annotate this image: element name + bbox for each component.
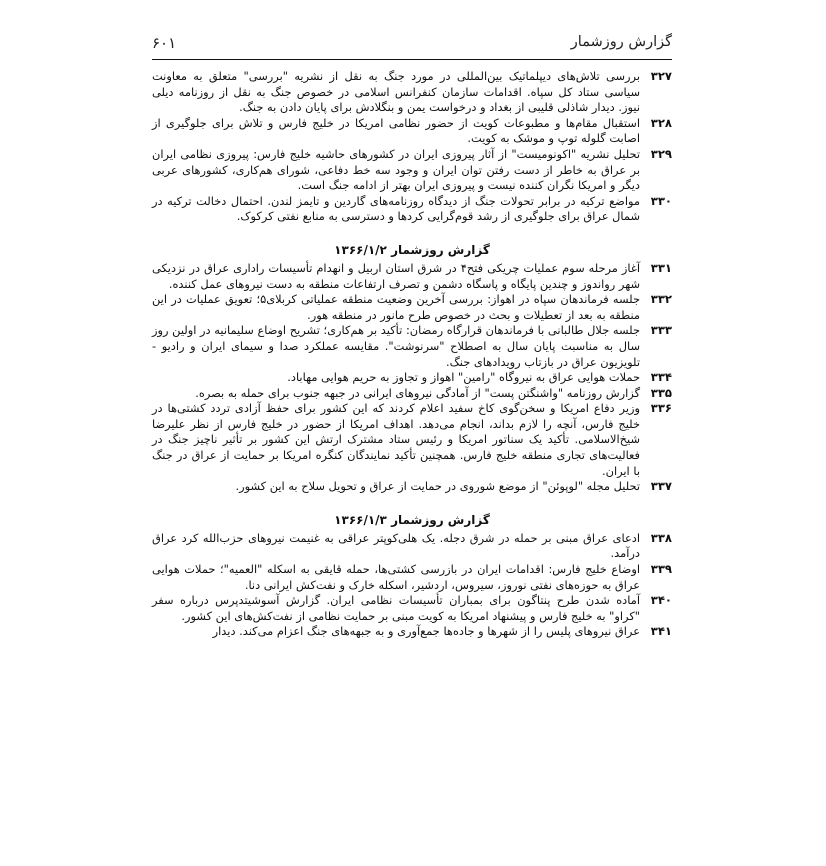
page-number: ۶۰۱ <box>152 34 177 52</box>
section-heading: گزارش روزشمار ۱۳۶۶/۱/۳ <box>334 512 490 527</box>
entry-number: ۳۳۵ <box>650 385 672 400</box>
entry-number: ۳۳۰ <box>650 193 672 208</box>
chronology-entry <box>152 531 672 562</box>
entry-number: ۳۲۸ <box>650 115 672 130</box>
chronology-entry <box>152 69 672 116</box>
chronology-entry <box>152 593 672 624</box>
entry-text: مواضع ترکیه در برابر تحولات جنگ از دیدگاه روزنامه‌های گاردین و تایمز لندن. احتمال دخالت ترکیه در شمال عراق برای جلوگیری از رشد قوم‌گرایی کردها و دسترسی به منابع نفتی کرکوک. <box>152 193 640 224</box>
entry-number: ۳۳۷ <box>650 479 672 494</box>
chronology-entry <box>152 147 672 194</box>
entry-number: ۳۳۶ <box>650 401 672 416</box>
chronology-content <box>152 69 672 640</box>
entry-number: ۳۳۱ <box>650 260 672 275</box>
entry-text: تحلیل مجله "لوپوئن" از موضع شوروی در حمایت از عراق و تحویل سلاح به این کشور. <box>235 479 640 494</box>
chronology-entry <box>152 323 672 370</box>
section-heading: گزارش روزشمار ۱۳۶۶/۱/۲ <box>334 242 490 257</box>
chronology-entry <box>152 261 672 292</box>
entry-number: ۳۳۸ <box>650 530 672 545</box>
entry-text: آغاز مرحله سوم عملیات چریکی فتح۴ در شرق استان اربیل و انهدام تأسیسات راداری عراق در نزدیکی شهر رواندوز و چندین پایگاه و پاسگاه دشمن و تصرف ارتفاعات منطقه به دست نیروهای عمل کننده. <box>152 260 640 291</box>
chronology-entry <box>152 194 672 225</box>
chronology-entry <box>152 562 672 593</box>
chronology-entry <box>152 370 672 386</box>
header-rule <box>152 59 672 60</box>
chronology-entry <box>152 386 672 402</box>
entry-number: ۳۴۰ <box>650 593 672 608</box>
entry-text: جلسه فرماندهان سپاه در اهواز: بررسی آخرین وضعیت منطقه عملیاتی کربلای۵؛ تعویق عملیات در این منطقه به بعد از تعطیلات و بحث در خصوص طرح مانور در منطقه هور. <box>152 292 640 322</box>
entry-text: عراق نیروهای پلیس را از شهرها و جاده‌ها جمع‌آوری و به جبهه‌های جنگ اعزام می‌کند. دیدار <box>212 624 640 639</box>
entry-text: حملات هوایی عراق به نیروگاه "رامین" اهواز و تجاوز به حریم هوایی مهاباد. <box>287 370 640 385</box>
chronology-entry <box>152 292 672 323</box>
chronology-entry <box>152 401 672 479</box>
entry-text: اوضاع خلیج فارس: اقدامات ایران در بازرسی کشتی‌ها، حمله قایقی به اسکله "العمیه"؛ حملات هوایی عراق به حوزه‌های نفتی نوروز، سیروس، اردشیر، اسکله خارک و نفت‌کش ایرانی دنا. <box>152 562 640 592</box>
entry-text: گزارش روزنامه "واشنگتن پست" از آمادگی نیروهای ایرانی در جبهه جنوب برای حمله به بصره. <box>195 385 640 400</box>
entry-text: تحلیل نشریه "اکونومیست" از آثار پیروزی ایران در کشورهای حاشیه خلیج فارس: پیروزی نظامی ایران بر عراق به خاطر از دست رفتن توان ایران و وجود سه خط دفاعی، شورای هم‌کاری، کشورهای عربی دیگر و امریکا نگران کننده نیست و پیروزی ایران بهتر از ادامه جنگ است. <box>152 146 640 193</box>
running-header <box>152 34 672 58</box>
entry-number: ۳۳۲ <box>650 292 672 307</box>
header-title: گزارش روزشمار <box>570 34 672 50</box>
entry-text: ادعای عراق مبنی بر حمله در شرق دجله. یک هلی‌کوپتر عراقی به غنیمت نیروهای حزب‌الله کرد عراق درآمد. <box>152 530 640 561</box>
entry-number: ۳۳۳ <box>650 323 672 338</box>
entry-text: وزیر دفاع امریکا و سخن‌گوی کاخ سفید اعلام کردند که این کشور برای حفظ آزادی تردد کشتی‌ها در خلیج فارس، آنچه را لازم بداند، انجام می‌دهد. اهداف امریکا از حضور در خلیج فارس از نظر علیرضا شیخ‌الاسلامی. تأکید یک سناتور امریکا و رئیس ستاد مشترک ارتش این کشور بر تأثیر ناچیز جنگ در فعالیت‌های تجاری منطقه خلیج فارس. همچنین تأکید نمایندگان کنگره امریکا بر حمایت از عراق در جنگ با ایران. <box>152 401 640 478</box>
entry-number: ۳۲۷ <box>650 69 672 83</box>
entry-number: ۳۲۹ <box>650 146 672 161</box>
entry-text: آماده شدن طرح پنتاگون برای بمباران تأسیسات نظامی ایران. گزارش آسوشیتدپرس درباره سفر "کراو" به خلیج فارس و پیشنهاد امریکا به کویت مبنی بر حمایت نظامی از نفت‌کش‌های این کشور. <box>152 593 640 623</box>
chronology-entry <box>152 479 672 495</box>
entry-text: استقبال مقام‌ها و مطبوعات کویت از حضور نظامی امریکا در خلیج فارس و تلاش برای جلوگیری از اصابت گلوله توپ و موشک به کویت. <box>152 115 640 146</box>
entry-number: ۳۳۹ <box>650 562 672 577</box>
entry-text: بررسی تلاش‌های دیپلماتیک بین‌المللی در مورد جنگ به نقل از نشریه "بررسی" متعلق به معاونت سیاسی ستاد کل سپاه. اقدامات سازمان کنفرانس اسلامی در خصوص جنگ به نقل از روزنامه دیلی نیوز. دیدار شاذلی قلیبی از بغداد و درخواست یمن و بنگلادش برای پایان دادن به جنگ. <box>152 69 640 115</box>
entry-text: جلسه جلال طالبانی با فرماندهان قرارگاه رمضان: تأکید بر هم‌کاری؛ تشریح اوضاع سلیمانیه در اولین روز سال به مناسبت پایان سال به اصطلاح "سرنوشت". مقایسه عملکرد صدا و سیمای ایران و رادیو - تلویزیون عراق در بازتاب رویدادهای جنگ. <box>152 323 640 369</box>
entry-number: ۳۴۱ <box>650 624 672 639</box>
entry-number: ۳۳۴ <box>650 370 672 385</box>
chronology-entry <box>152 116 672 147</box>
chronology-entry <box>152 624 672 640</box>
